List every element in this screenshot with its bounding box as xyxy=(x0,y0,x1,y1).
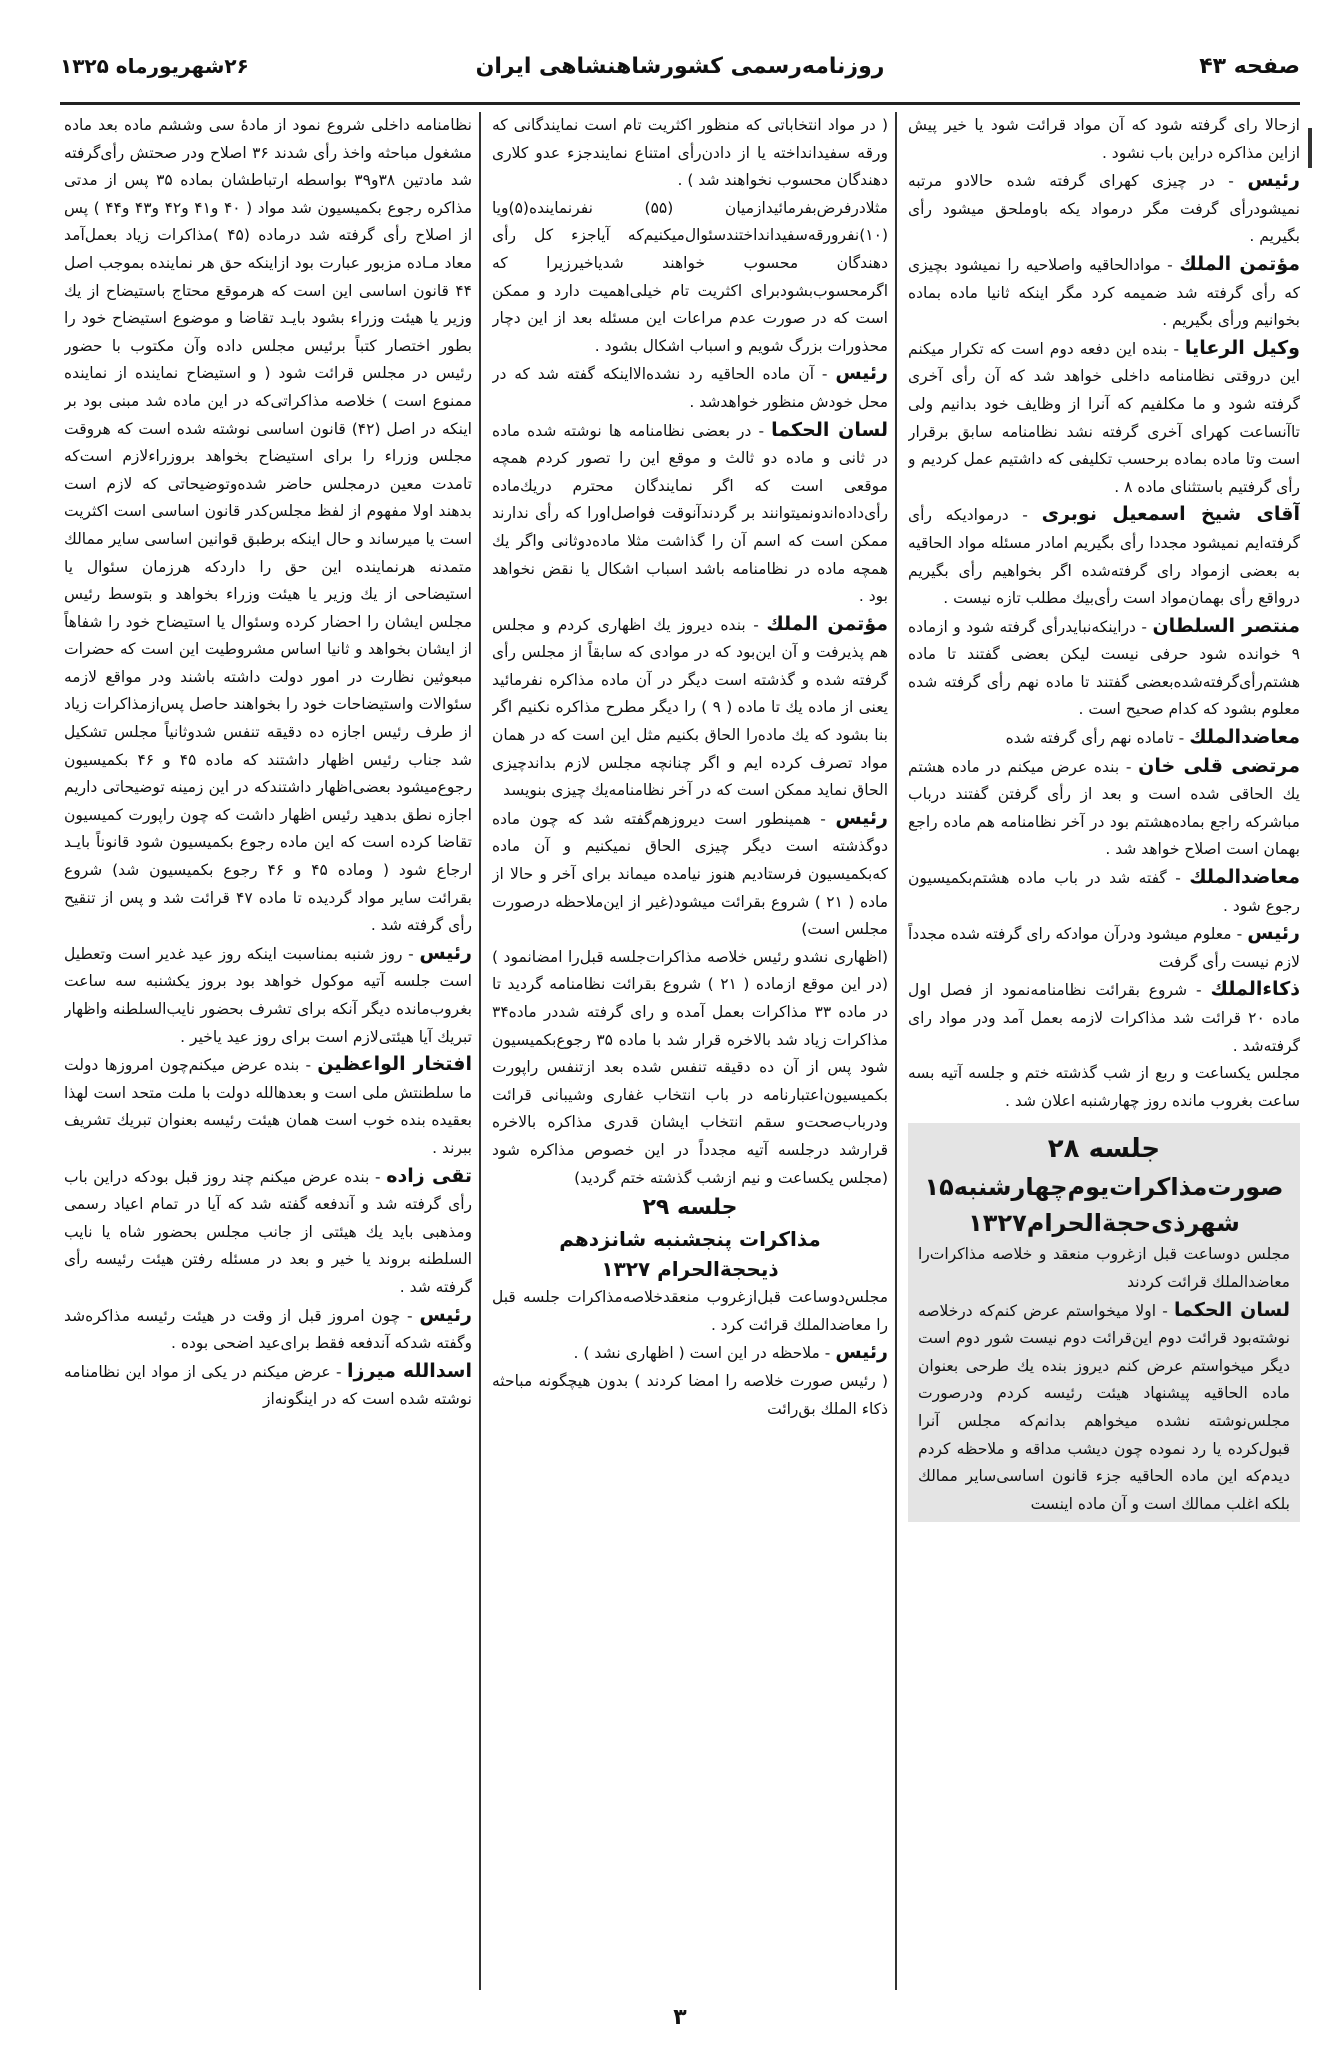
speaker-name: رئیس xyxy=(1247,169,1300,192)
speaker-name: مرتضی قلی خان xyxy=(1138,754,1300,777)
column-left xyxy=(64,112,472,2000)
speech-paragraph: رئیس - همینطور است دیروزهم‌گفته شد که چون ماده دوگذشته است دیگر چیزی الحاق نمیکنیم و آن ماده که‌بکمیسیون فرستادیم هنوز نیامده میماند برای آخر و حالا از ماده ( ۲۱ ) شروع بقرائت میشود(غیر از این‌ملاحظه درصورت مجلس است) xyxy=(492,806,888,939)
header-divider xyxy=(60,102,1300,105)
column-middle xyxy=(492,112,888,2000)
speech-paragraph: رئیس - روز شنبه بمناسبت اینکه روز عید غدیر است وتعطیل است جلسه آتیه موکول خواهد بود بروز یکشنبه سه ساعت بغروب‌مانده دیگر آنکه برای تشرف بحضور نایب‌السلطنه واظهار تبریك آیا هیئتی‌لازم است برای روز عید یاخیر . xyxy=(64,941,472,1046)
speaker-name: افتخار الواعظین xyxy=(317,1053,472,1076)
speech-paragraph: افتخار الواعظین - بنده عرض میکنم‌چون امروزها دولت ما سلطنتش ملی است و بعدها‌لله دولت با ملت متحد است لهذا بعقیده بنده خوب است همان هیئت رئیسه بعنوان تبریك تشریف ببرند . xyxy=(64,1053,472,1157)
speech-paragraph: لسان الحکما - در بعضی نظامنامه ها نوشته شده ماده در ثانی و ماده دو ثالث و موقع این را تصور کردم همچه موقعی است که اگر نمایندگان محترم دریك‌ماده رأی‌داده‌اند‌ونمیتوانند بر گردند‌آنوقت فواصل‌اورا که رأی ندارند ممکن است که اسم آن را گذاشت مثلا ماده‌دوثانی واگر یك همچه ماده در نظامنامه باشد اسباب اشکال یا نقض نخواهد بود . xyxy=(492,418,888,606)
session-date: ذیحجة‌الحرام ۱۳۲۷ xyxy=(601,1257,779,1282)
speech-paragraph: رئیس - ملاحظه در این است ( اظهاری نشد ) . xyxy=(573,1341,888,1364)
speech-paragraph: تقی زاده - بنده عرض میکنم چند روز قبل بودکه دراین باب رأی گرفته شد و آندفعه گفته شد که آیا در تمام اعیاد رسمی ومذهبی باید یك هیئتی از جانب مجلس بحضور شاه یا نایب السلطنه بروند یا خیر و بعد در مسئله رفتن هیئت رئیسه رأی گرفته شد . xyxy=(64,1164,472,1296)
speaker-name: رئیس xyxy=(835,806,888,829)
edge-mark xyxy=(1308,128,1312,168)
speech-paragraph: رئیس - چون امروز قبل از وقت در هیئت رئیسه مذاکره‌شد وگفته شدکه آندفعه فقط برای‌عید اضحی بوده . xyxy=(64,1303,472,1353)
speaker-name: وکیل الرعایا xyxy=(1184,336,1300,359)
newspaper-page xyxy=(60,40,1300,2030)
issue-date: ۲۶شهریورماه ۱۳۲۵ xyxy=(60,54,249,78)
session-date: شهرذی‌حجةالحرام۱۳۲۷ xyxy=(968,1209,1240,1238)
paragraph: مثلا‌درفرض‌بفرمائیدازمیان (۵۵) نفرنماینده‌(۵)ویا (۱۰)نفرورقه‌سفیدانداختند‌سئوال‌میکنیم‌که آیاجزء کل رأی دهندگان محسوب خواهند شدیاخیرزیرا که اگرمحسوب‌بشودبرای اکثریت تام خیلی‌اهمیت دارد و ممکن است که در صورت عدم مراعات این مسئله بعد از این دچار محذورات بزرگ شویم و اسباب اشکال بشود . xyxy=(492,198,888,355)
speaker-name: اسدالله میرزا xyxy=(347,1359,472,1382)
column-right xyxy=(908,112,1300,2000)
speaker-name: مؤتمن الملك xyxy=(1179,252,1300,275)
speaker-name: لسان الحکما xyxy=(1174,1298,1290,1321)
paragraph: مجلس دوساعت قبل ازغروب منعقد و خلاصه مذاکرات‌را معاضدالملك قرائت کردند xyxy=(918,1245,1290,1291)
publication-title: روزنامه‌رسمی کشورشاهنشاهی ایران xyxy=(475,54,885,79)
speaker-name: آقای شیخ اسمعیل نوبری xyxy=(1041,503,1300,526)
speech-paragraph: ذکاءالملك - شروع بقرائت نظامنامه‌نمود از فصل اول ماده ۲۰ قرائت شد مذاکرات لازمه بعمل آمد ودر مواد رای گرفته‌شد . xyxy=(908,978,1300,1055)
speech-paragraph: مرتضی قلی خان - بنده عرض میکنم در ماده هشتم یك الحاقی شده است و بعد از رأی گرفتن گفتند درباب مباشرکه راجع بماده‌هشتم بود در آخر نظامنامه هم ماده راجع بهمان است اصلاح خواهد شد . xyxy=(908,754,1300,859)
speaker-name: رئیس xyxy=(419,1303,472,1326)
speech-paragraph: اسدالله میرزا - عرض میکنم در یکی از مواد این نظامنامه نوشته شده است که در اینگونه‌از xyxy=(64,1359,472,1409)
speech-paragraph: معاضدالملك - گفته شد در باب ماده هشتم‌بکمیسیون رجوع شود . xyxy=(908,866,1300,915)
session-28-box xyxy=(908,1123,1300,1522)
speaker-name: منتصر السلطان xyxy=(1152,614,1300,637)
speech-paragraph: مؤتمن الملك - بنده دیروز یك اظهاری کردم و مجلس هم پذیرفت و آن این‌بود که در موادی که سابقاً از مجلس رأی گرفته شده و گذشته است دیگر در آن ماده مذاکره نفرمائید یعنی از ماده یك تا ماده ( ۹ ) را دیگر مطرح مذاکره نکنیم اگر بنا بشود که یك ماده‌را الحاق بکنیم مثل این است که در همان مواد تصرف کرده ایم و اگر چنانچه مجلس لازم بداند‌چیزی الحاق نماید ممکن است که در آخر نظامنامه‌یك چیزی بنویسد xyxy=(492,612,888,800)
session-heading: صورت‌مذاکرات‌یوم‌چهارشنبه۱۵ xyxy=(924,1173,1284,1202)
speech-paragraph: رئیس - در چیزی کهرای گرفته شده حالادو مرتبه نمیشودرأی گرفت مگر درمواد یکه باوملحق میشود رأی بگیریم . xyxy=(908,169,1300,246)
speech-paragraph: رئیس - آن ماده الحاقیه رد نشده‌الااینکه گفته شد که در محل خودش منظور خواهدشد . xyxy=(492,362,888,411)
paragraph: نظامنامه داخلی شروع نمود از مادهٔ سی وششم ماده بعد ماده مشغول مباحثه واخذ رأی شدند ۳۶ اصلاح ودر صحتش رأی‌گرفته شد مادتین ۳۸و۳۹ بواسطه ارتباطشان بماده ۳۵ پس از مدتی مذاکره رجوع بکمیسیون شد مواد ( ۴۰ و۴۱ و۴۲ و۴۳ و۴۴ ) پس از اصلاح رأی گرفته شد درماده (۴۵ )مذاکرات زیاد بعمل‌آمد معاد مـاده مزبور عبارت بود ازاینکه حق هر نماینده بموجب اصل ۴۴ قانون اساسی این است که هرموقع محتاج باستیضاح از یك وزیر یا هیئت وزراء بشود بایـد تقاضا و موضوع استیضاح خود را بطور اختصار کتباً برئیس مجلس داده وآن مکتوب با حضور رئیس در مجلس قرائت شود ( و استیضاح نماینده از نماینده ممنوع است ) خلاصه مذاکراتی‌که در این ماده شد مبنی بود بر اینکه در اصل (۴۲) قانون اساسی نوشته شده است که هروقت مجلس وزراء را برای استیضاح بخواهد بروزراءلازم است‌که تامدت معین درمجلس حاضر شده‌وتوضیحاتی که لازم است بدهند اولا مفهوم از لفظ مجلس‌کدر قانون اساسی است اکثریت است یا میرساند و حال اینکه برطبق قوانین اساسی سایر ممالك متمدنه هرنماینده این حق را داردکه هرزمان سئوال یا استیضاحی از یك وزیر یا هیئت وزراء بخواهد و بتوسط رئیس مجلس ایشان را احضار کرده وسئوال یا استیضاح خود را شفاهاً از ایشان بخواهد و ثانیا اساس مشروطیت این است که حضرات مبعوثین نظارت در امور دولت داشته باشند ودر مواقع لازمه سئوالات واستیضاحات خود را بخواهند حاصل پس‌ازمذاکرات زیاد از طرف رئیس اجازه ده دقیقه تنفس شدوثانیاً مجلس تشکیل شد جناب رئیس اظهار داشتند که ماده ۴۵ و ۴۶ بکمیسیون رجوع‌میشود بعضی‌اظهار داشتندکه در این زمینه توضیحاتی داریم اجازه نطق بدهید رئیس اظهار داشت که چون راپورت کمیسیون تقاضا کرده است که این ماده رجوع بکمیسیون شود قانوناً بایـد ارجاع شود ( وماده ۴۵ و ۴۶ رجوع بکمیسیون شد) شروع بقرائت سایر مواد گردیده تا ماده ۴۷ قرائت شد و پس از تنقیح رأی گرفته شد . xyxy=(64,116,472,935)
paragraph: ( رئیس صورت خلاصه را امضا کردند ) بدون هیچگونه مباحثه ذکاء الملك بق‌رائت xyxy=(492,1371,888,1418)
session-number: جلسه ۲۸ xyxy=(1047,1134,1161,1165)
session-heading: مذاکرات پنجشنبه شانزدهم xyxy=(559,1227,821,1252)
column-divider xyxy=(479,112,481,1990)
speech-paragraph: رئیس - معلوم میشود ودرآن موادکه رای گرفته شده مجدداً لازم نیست رأی گرفت xyxy=(908,922,1300,971)
speaker-name: معاضدالملك xyxy=(1189,726,1300,749)
speech-paragraph: منتصر السلطان - دراینکه‌نبایدرأی گرفته شود و ازماده ۹ خوانده شود حرفی نیست لیکن بعضی گفتند تا ماده هشتم‌رأی‌گرفته‌شده‌بعضی گفتند تا ماده نهم رأی گرفته شده معلوم بشود که کدام صحیح است . xyxy=(908,614,1300,719)
session-number: جلسه ۲۹ xyxy=(642,1195,738,1221)
speaker-name: رئیس xyxy=(419,941,472,964)
speech-paragraph: مؤتمن الملك - موادالحاقیه واصلاحیه را نمیشود بچیزی که رأی گرفته شد ضمیمه کرد مگر اینکه ثانیا ماده بماده بخوانیم ورأی بگیریم . xyxy=(908,252,1300,330)
paragraph: مجلس‌دوساعت قبل‌ازغروب منعقدخلاصه‌مذاکرات جلسه قبل را معاضدالملك قرائت کرد . xyxy=(492,1288,888,1334)
paragraph: ازحالا رای گرفته شود که آن مواد قرائت شود یا خیر پیش ازاین مذاکره دراین باب نشود . xyxy=(908,116,1300,162)
column-divider xyxy=(895,112,897,1990)
paragraph: مجلس یکساعت و ربع از شب گذشته ختم و جلسه آتیه بسه ساعت بغروب مانده روز چهارشنبه اعلان شد . xyxy=(908,1064,1300,1110)
speaker-name: تقی زاده xyxy=(386,1164,472,1187)
page-number: ۳ xyxy=(673,2005,687,2030)
speech-paragraph: وکیل الرعایا - بنده این دفعه دوم است که تکرار میکنم این دروقتی نظامنامه داخلی خواهد شد که آن رأی آخری گرفته شود و ما مکلفیم که آنرا از وظایف خود بدانیم ولی تاآنساعت کهرای آخری گرفته نشد نظامنامه سابق برقرار است وتا ماده بماده برحسب تکلیفی که داشتیم عمل کردیم و رأی گرفتیم باستثنای ماده ۸ . xyxy=(908,336,1300,496)
speaker-name: ذکاءالملك xyxy=(1210,978,1300,1001)
speaker-name: رئیس xyxy=(835,1341,888,1364)
paragraph: (اظهاری نشدو رئیس خلاصه مذاکرات‌جلسه قبل‌را امضانمود ) (در این موقع ازماده ( ۲۱ ) شروع بقرائت نظامنامه گردید تا در ماده ۳۳ مذاکرات بعمل آمده و رای گرفته شددر ماده۳۴ مذاکرات زیاد شد بالاخره قرار شد با ماده ۳۵ رجوع‌بکمیسیون شود پس از آن ده دقیقه تنفس شده بعد ازتنفس راپورت بکمیسیون‌اعتبارنامه در باب انتخاب غفاری وشیبانی قرائت ودرباب‌صحت‌و سقم انتخاب ایشان قدری مذاکره ‌بالاخره قرارشد درجلسه آتیه مجدداً در این خصوص مذاکره شود (مجلس یکساعت و نیم ازشب گذشته ختم گردید) xyxy=(492,947,888,1187)
speech-paragraph: لسان الحکما - اولا میخواستم عرض کنم‌که درخلاصه نوشته‌بود قرائت دوم این‌قرائت دوم نیست شور دوم است دیگر میخواستم عرض کنم دیروز بنده یك طرحی بعنوان ماده الحاقیه پیشنهاد هیئت رئیسه کردم ودرصورت مجلس‌نوشته نشده میخواهم بدانم‌که مجلس آنرا قبول‌کرده یا رد نموده چون دیشب مداقه و ملاحظه کردم دیدم‌که این ماده الحاقیه جزء قانون اساسی‌سایر ممالك بلکه اغلب ممالك است و آن ماده اینست xyxy=(918,1298,1290,1513)
speaker-name: رئیس xyxy=(1247,922,1300,945)
paragraph: ( در مواد انتخاباتی که منظور اکثریت تام است نمایندگانی که ورقه سفیدانداخته یا از دادن‌رأی امتناع نمایندجزء عدو کلاری دهندگان محسوب نخواهند شد ) . xyxy=(492,116,888,190)
page-label: صفحه ۴۳ xyxy=(1199,54,1300,79)
speaker-name: معاضدالملك xyxy=(1189,866,1300,889)
page-header xyxy=(60,40,1300,84)
speaker-name: رئیس xyxy=(835,362,888,385)
speech-paragraph: معاضدالملك - تاماده نهم رأی گرفته شده xyxy=(1005,726,1300,749)
speaker-name: لسان الحکما xyxy=(771,418,888,441)
speech-paragraph: آقای شیخ اسمعیل نوبری - درموادیکه رأی گرفته‌ایم نمیشود مجددا رأی بگیریم امادر مسئله مواد الحاقیه به بعضی ازمواد رای گرفته‌شده اگر بخواهیم رأی بگیریم درواقع رأی بهمان‌مواد است رأی‌بیك مطلب تازه نیست . xyxy=(908,503,1300,608)
speaker-name: مؤتمن الملك xyxy=(766,612,888,635)
